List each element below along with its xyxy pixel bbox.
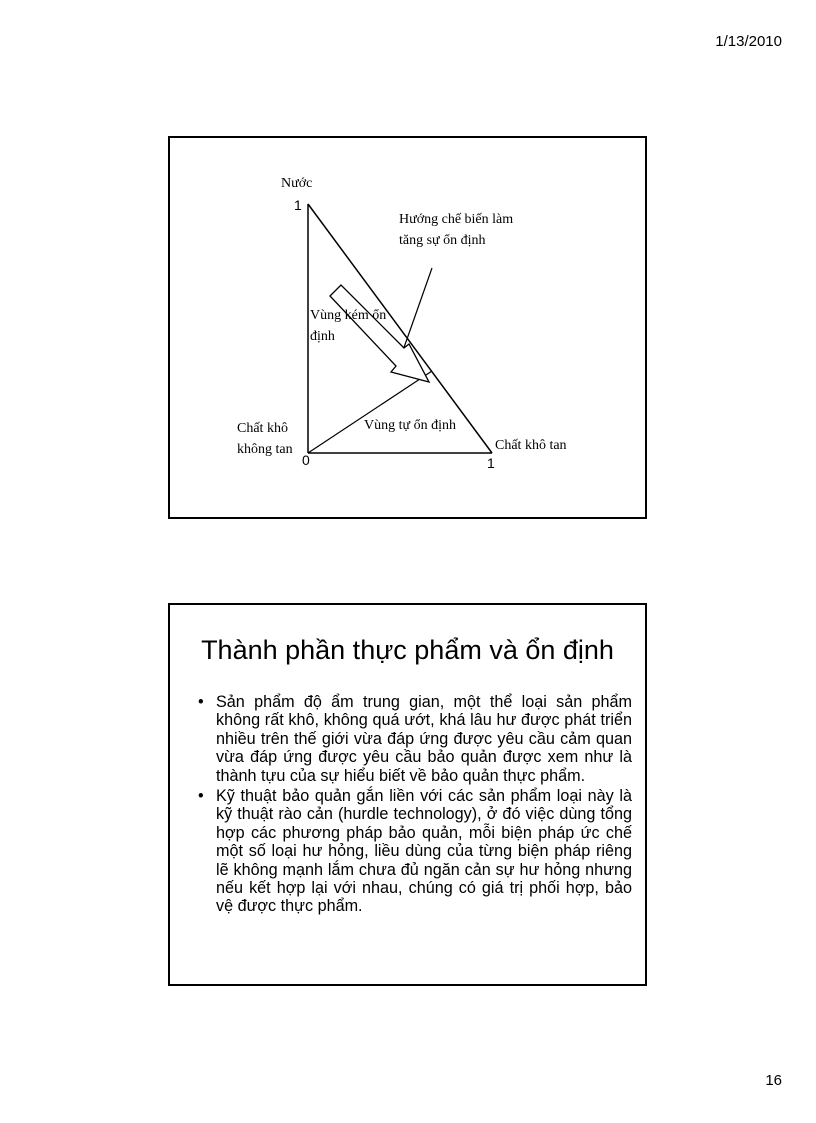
arrow-label-line2: tăng sự ổn định bbox=[399, 233, 486, 248]
tick-label-one-vertical: 1 bbox=[294, 197, 302, 213]
bullet-item: • Kỹ thuật bảo quản gắn liền với các sản phẩm loại này là kỹ thuật rào cản (hurdle technology), ở đó việc dùng tổng hợp các phương pháp bảo quản, mỗi biện pháp ức chế một số loại hư hỏng, liều dùng của từng biện pháp riêng lẽ không mạnh lắm chưa đủ ngăn cản sự hư hỏng nhưng nếu kết hợp lại với nhau, chúng có giá trị phối hợp, bảo vệ được thực phẩm. bbox=[196, 787, 632, 916]
label-pointer-line bbox=[401, 268, 432, 356]
bullet-item: • Sản phẩm độ ẩm trung gian, một thể loại sản phẩm không rất khô, không quá ướt, khá lâu hư được phát triển nhiều trên thế giới vừa đáp ứng được yêu cầu cảm quan vừa đáp ứng được yêu cầu bảo quản được xem như là thành tựu của sự hiểu biết về bảo quản thực phẩm. bbox=[196, 693, 632, 785]
slide-title: Thành phần thực phẩm và ổn định bbox=[201, 635, 614, 665]
bullet-list bbox=[196, 693, 632, 918]
insoluble-solids-label-line2: không tan bbox=[237, 442, 293, 457]
soluble-solids-label: Chất khô tan bbox=[495, 438, 567, 453]
tick-label-one-horizontal: 1 bbox=[487, 455, 495, 471]
stability-diagram bbox=[170, 138, 645, 517]
self-stable-zone-label: Vùng tự ổn định bbox=[364, 418, 456, 433]
stability-boundary-line bbox=[308, 371, 432, 453]
header-date: 1/13/2010 bbox=[715, 33, 782, 50]
tick-label-zero: 0 bbox=[302, 452, 310, 468]
arrow-label-line1: Hướng chế biến làm bbox=[399, 212, 514, 227]
slide-diagram bbox=[168, 136, 647, 519]
slide-text bbox=[168, 603, 647, 986]
insoluble-solids-label-line1: Chất khô bbox=[237, 421, 288, 436]
page-number: 16 bbox=[765, 1072, 782, 1089]
unstable-zone-label-line2: định bbox=[310, 329, 335, 344]
unstable-zone-label-line1: Vùng kém ổn bbox=[310, 308, 387, 323]
axis-label-water: Nước bbox=[281, 176, 313, 191]
